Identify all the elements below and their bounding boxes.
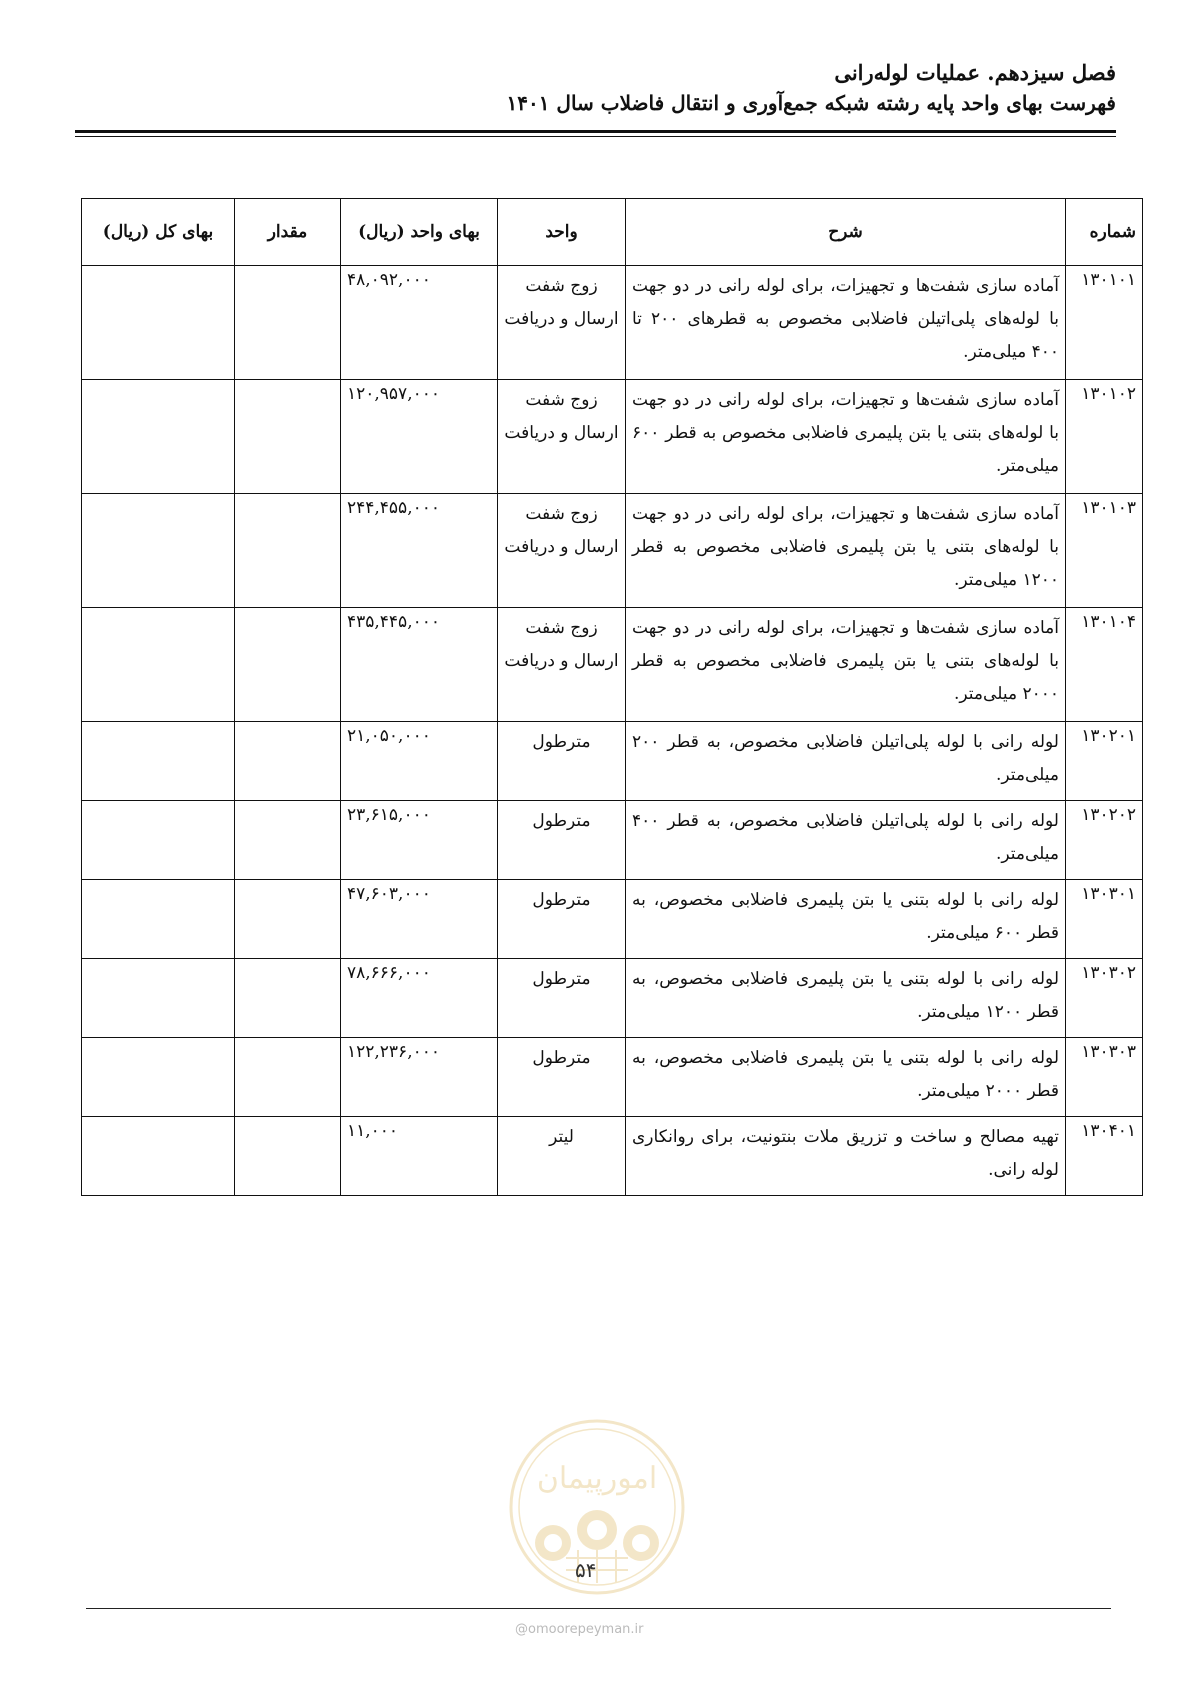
row-code: ۱۳۰۳۰۲ [1066,959,1143,1038]
row-code: ۱۳۰۱۰۳ [1066,494,1143,608]
header-total-price: بهای کل (ریال) [82,199,235,266]
row-total-price [82,801,235,880]
table-row [82,494,1143,608]
row-unit: مترطول [498,959,626,1038]
row-quantity [235,494,341,608]
row-code: ۱۳۰۱۰۴ [1066,608,1143,722]
row-code: ۱۳۰۱۰۲ [1066,380,1143,494]
row-unit: زوج شفت ارسال و دریافت [498,266,626,380]
row-unit: مترطول [498,1038,626,1117]
row-description: آماده سازی شفت‌ها و تجهیزات، برای لوله رانی در دو جهت با لوله‌های پلی‌اتیلن فاضلابی مخصوص به قطرهای ۲۰۰ تا ۴۰۰ میلی‌متر. [626,266,1066,380]
row-quantity [235,880,341,959]
row-description: لوله رانی با لوله پلی‌اتیلن فاضلابی مخصوص، به قطر ۲۰۰ میلی‌متر. [626,722,1066,801]
row-quantity [235,1117,341,1196]
chapter-title: فصل سیزدهم. عملیات لوله‌رانی [834,60,1116,85]
row-quantity [235,722,341,801]
row-description: لوله رانی با لوله بتنی یا بتن پلیمری فاضلابی مخصوص، به قطر ۱۲۰۰ میلی‌متر. [626,959,1066,1038]
table-row [82,880,1143,959]
header-code: شماره [1066,199,1143,266]
row-quantity [235,1038,341,1117]
row-description: لوله رانی با لوله بتنی یا بتن پلیمری فاضلابی مخصوص، به قطر ۶۰۰ میلی‌متر. [626,880,1066,959]
price-table [81,198,1143,1196]
row-unit: زوج شفت ارسال و دریافت [498,608,626,722]
row-description: تهیه مصالح و ساخت و تزریق ملات بنتونیت، برای روانکاری لوله رانی. [626,1117,1066,1196]
logo-emblem-icon [508,1418,686,1596]
header-quantity: مقدار [235,199,341,266]
page-header [66,58,1116,118]
row-description: آماده سازی شفت‌ها و تجهیزات، برای لوله رانی در دو جهت با لوله‌های بتنی یا بتن پلیمری فاضلابی مخصوص به قطر ۱۲۰۰ میلی‌متر. [626,494,1066,608]
omoore-peyman-logo [508,1418,686,1596]
header-unit-price: بهای واحد (ریال) [341,199,498,266]
row-unit: زوج شفت ارسال و دریافت [498,494,626,608]
row-total-price [82,380,235,494]
footer-rule [86,1608,1111,1609]
row-description: آماده سازی شفت‌ها و تجهیزات، برای لوله رانی در دو جهت با لوله‌های بتنی یا بتن پلیمری فاضلابی مخصوص به قطر ۶۰۰ میلی‌متر. [626,380,1066,494]
header-rule-thick [75,130,1116,133]
row-unit-price: ۲۳,۶۱۵,۰۰۰ [341,801,498,880]
row-code: ۱۳۰۲۰۱ [1066,722,1143,801]
table-row [82,266,1143,380]
row-description: لوله رانی با لوله بتنی یا بتن پلیمری فاضلابی مخصوص، به قطر ۲۰۰۰ میلی‌متر. [626,1038,1066,1117]
logo-text: امورپیمان [536,1461,658,1496]
row-unit: مترطول [498,722,626,801]
row-quantity [235,801,341,880]
row-unit-price: ۱۱,۰۰۰ [341,1117,498,1196]
table-row [82,959,1143,1038]
table-row [82,608,1143,722]
row-description: لوله رانی با لوله پلی‌اتیلن فاضلابی مخصوص، به قطر ۴۰۰ میلی‌متر. [626,801,1066,880]
row-total-price [82,959,235,1038]
row-unit-price: ۲۴۴,۴۵۵,۰۰۰ [341,494,498,608]
row-unit-price: ۷۸,۶۶۶,۰۰۰ [341,959,498,1038]
table-row [82,380,1143,494]
row-total-price [82,608,235,722]
page-number: ۵۴ [575,1558,597,1582]
row-unit-price: ۴۳۵,۴۴۵,۰۰۰ [341,608,498,722]
row-unit-price: ۲۱,۰۵۰,۰۰۰ [341,722,498,801]
row-unit: لیتر [498,1117,626,1196]
table-row [82,1117,1143,1196]
row-code: ۱۳۰۳۰۱ [1066,880,1143,959]
row-quantity [235,266,341,380]
price-list-title: فهرست بهای واحد پایه رشته شبکه جمع‌آوری و انتقال فاضلاب سال ۱۴۰۱ [506,91,1116,115]
row-quantity [235,608,341,722]
header-unit: واحد [498,199,626,266]
row-code: ۱۳۰۲۰۲ [1066,801,1143,880]
row-description: آماده سازی شفت‌ها و تجهیزات، برای لوله رانی در دو جهت با لوله‌های بتنی یا بتن پلیمری فاضلابی مخصوص به قطر ۲۰۰۰ میلی‌متر. [626,608,1066,722]
row-unit-price: ۱۲۰,۹۵۷,۰۰۰ [341,380,498,494]
table-header-row [82,199,1143,266]
row-total-price [82,266,235,380]
row-total-price [82,494,235,608]
row-unit-price: ۱۲۲,۲۳۶,۰۰۰ [341,1038,498,1117]
row-code: ۱۳۰۳۰۳ [1066,1038,1143,1117]
row-unit-price: ۴۸,۰۹۲,۰۰۰ [341,266,498,380]
row-unit: زوج شفت ارسال و دریافت [498,380,626,494]
row-total-price [82,1117,235,1196]
row-total-price [82,880,235,959]
row-code: ۱۳۰۱۰۱ [1066,266,1143,380]
row-total-price [82,722,235,801]
row-unit: مترطول [498,880,626,959]
header-description: شرح [626,199,1066,266]
watermark-url: @omoorepeyman.ir [515,1622,644,1637]
header-rule-thin [75,136,1116,137]
table-row [82,801,1143,880]
table-row [82,1038,1143,1117]
row-quantity [235,959,341,1038]
row-unit-price: ۴۷,۶۰۳,۰۰۰ [341,880,498,959]
row-code: ۱۳۰۴۰۱ [1066,1117,1143,1196]
table-row [82,722,1143,801]
row-quantity [235,380,341,494]
row-unit: مترطول [498,801,626,880]
row-total-price [82,1038,235,1117]
